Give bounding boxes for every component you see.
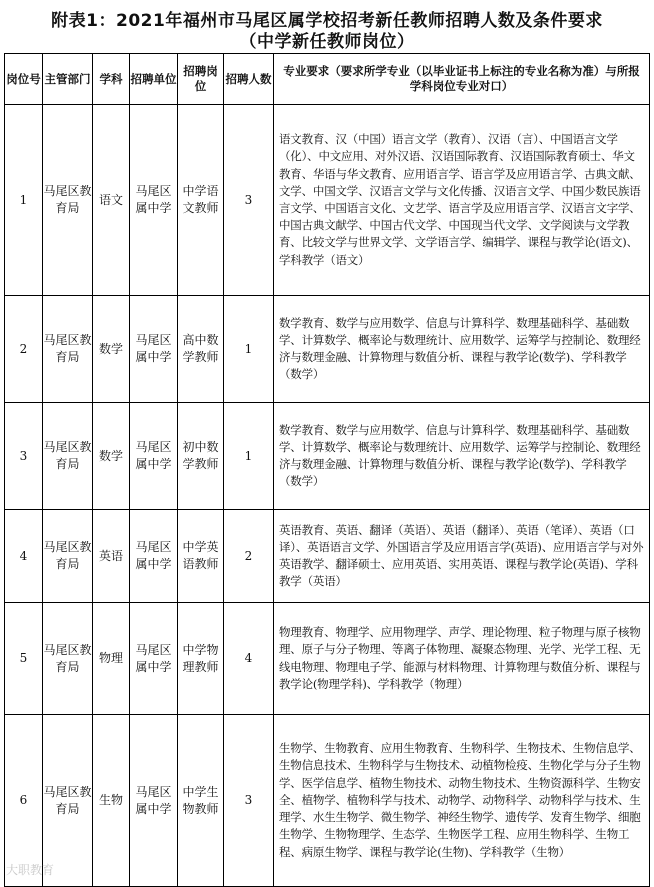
cell-requirements: 物理教育、物理学、应用物理学、声学、理论物理、粒子物理与原子核物理、原子与分子物理、等离子体物理、凝聚态物理、光学、光学工程、无线电物理、物理电子学、能源与材料物理、计算物理与数值分析、课程与教学论(物理学科)、学科教学（物理） [274, 603, 650, 715]
cell-position: 初中数学教师 [178, 403, 224, 510]
cell-count: 3 [224, 715, 274, 887]
header-count: 招聘人数 [224, 54, 274, 105]
cell-dept: 马尾区教育局 [43, 603, 93, 715]
cell-code: 3 [5, 403, 43, 510]
header-unit: 招聘单位 [130, 54, 178, 105]
cell-count: 1 [224, 296, 274, 403]
table-row [5, 105, 650, 296]
cell-dept: 马尾区教育局 [43, 715, 93, 887]
cell-position: 高中数学教师 [178, 296, 224, 403]
cell-position: 中学语文教师 [178, 105, 224, 296]
cell-subject: 数学 [93, 403, 130, 510]
recruitment-table [4, 53, 650, 887]
cell-subject: 生物 [93, 715, 130, 887]
table-row [5, 510, 650, 603]
cell-dept: 马尾区教育局 [43, 510, 93, 603]
cell-subject: 英语 [93, 510, 130, 603]
cell-requirements: 生物学、生物教育、应用生物教育、生物科学、生物技术、生物信息学、生物信息技术、生物科学与生物技术、动植物检疫、生物化学与分子生物学、医学信息学、植物生物技术、动物生物技术、生物资源科学、生物安全、植物学、植物科学与技术、动物学、动物科学、动物科学与技术、生理学、水生生物学、微生物学、神经生物学、遗传学、发育生物学、细胞生物学、生物物理学、生态学、生物医学工程、应用生物科学、生物工程、病原生物学、课程与教学论(生物)、学科教学（生物） [274, 715, 650, 887]
watermark: 大职教育 [6, 863, 55, 877]
cell-position: 中学生物教师 [178, 715, 224, 887]
cell-unit: 马尾区属中学 [130, 510, 178, 603]
table-row [5, 603, 650, 715]
cell-requirements: 数学教育、数学与应用数学、信息与计算科学、数理基础科学、基础数学、计算数学、概率论与数理统计、应用数学、运筹学与控制论、数理经济与数理金融、计算物理与数值分析、课程与教学论(数学)、学科教学（数学） [274, 403, 650, 510]
cell-position: 中学物理教师 [178, 603, 224, 715]
header-dept: 主管部门 [43, 54, 93, 105]
header-position: 招聘岗位 [178, 54, 224, 105]
table-row [5, 403, 650, 510]
cell-subject: 物理 [93, 603, 130, 715]
cell-unit: 马尾区属中学 [130, 296, 178, 403]
header-requirements: 专业要求（要求所学专业（以毕业证书上标注的专业名称为准）与所报学科岗位专业对口） [274, 54, 650, 105]
cell-count: 3 [224, 105, 274, 296]
cell-code: 4 [5, 510, 43, 603]
cell-code: 2 [5, 296, 43, 403]
cell-requirements: 数学教育、数学与应用数学、信息与计算科学、数理基础科学、基础数学、计算数学、概率论与数理统计、应用数学、运筹学与控制论、数理经济与数理金融、计算物理与数值分析、课程与教学论(数学)、学科教学（数学） [274, 296, 650, 403]
table-row [5, 715, 650, 887]
cell-unit: 马尾区属中学 [130, 603, 178, 715]
cell-position: 中学英语教师 [178, 510, 224, 603]
cell-count: 2 [224, 510, 274, 603]
cell-code: 6 [5, 715, 43, 887]
cell-dept: 马尾区教育局 [43, 105, 93, 296]
header-code: 岗位号 [5, 54, 43, 105]
header-row [5, 54, 650, 105]
cell-subject: 数学 [93, 296, 130, 403]
table-row [5, 296, 650, 403]
cell-count: 1 [224, 403, 274, 510]
cell-unit: 马尾区属中学 [130, 403, 178, 510]
cell-code: 5 [5, 603, 43, 715]
cell-unit: 马尾区属中学 [130, 105, 178, 296]
cell-dept: 马尾区教育局 [43, 296, 93, 403]
cell-subject: 语文 [93, 105, 130, 296]
cell-code: 1 [5, 105, 43, 296]
cell-requirements: 英语教育、英语、翻译（英语）、英语（翻译）、英语（笔译）、英语（口译）、英语语言文学、外国语言学及应用语言学(英语)、应用语言学与对外英语教学、翻译硕士、应用英语、实用英语、课程与教学论(英语)、学科教学（英语） [274, 510, 650, 603]
cell-dept: 马尾区教育局 [43, 403, 93, 510]
cell-requirements: 语文教育、汉（中国）语言文学（教育）、汉语（言）、中国语言文学（化）、中文应用、对外汉语、汉语国际教育、汉语国际教育硕士、华文教育、华语与华文教育、应用语言学、语言学及应用语言学、古典文献、文学、中国文学、汉语言文学与文化传播、汉语言文学、中国少数民族语言文学、中国语言文化、文艺学、语言学及应用语言学、汉语言文字学、中国古典文献学、中国古代文学、中国现当代文学、文学阅读与文学教育、比较文学与世界文学、文学语言学、编辑学、课程与教学论(语文)、学科教学（语文） [274, 105, 650, 296]
cell-count: 4 [224, 603, 274, 715]
header-subject: 学科 [93, 54, 130, 105]
document-title: 附表1：2021年福州市马尾区属学校招考新任教师招聘人数及条件要求 [51, 11, 603, 31]
document-subtitle: （中学新任教师岗位） [239, 32, 415, 52]
cell-unit: 马尾区属中学 [130, 715, 178, 887]
